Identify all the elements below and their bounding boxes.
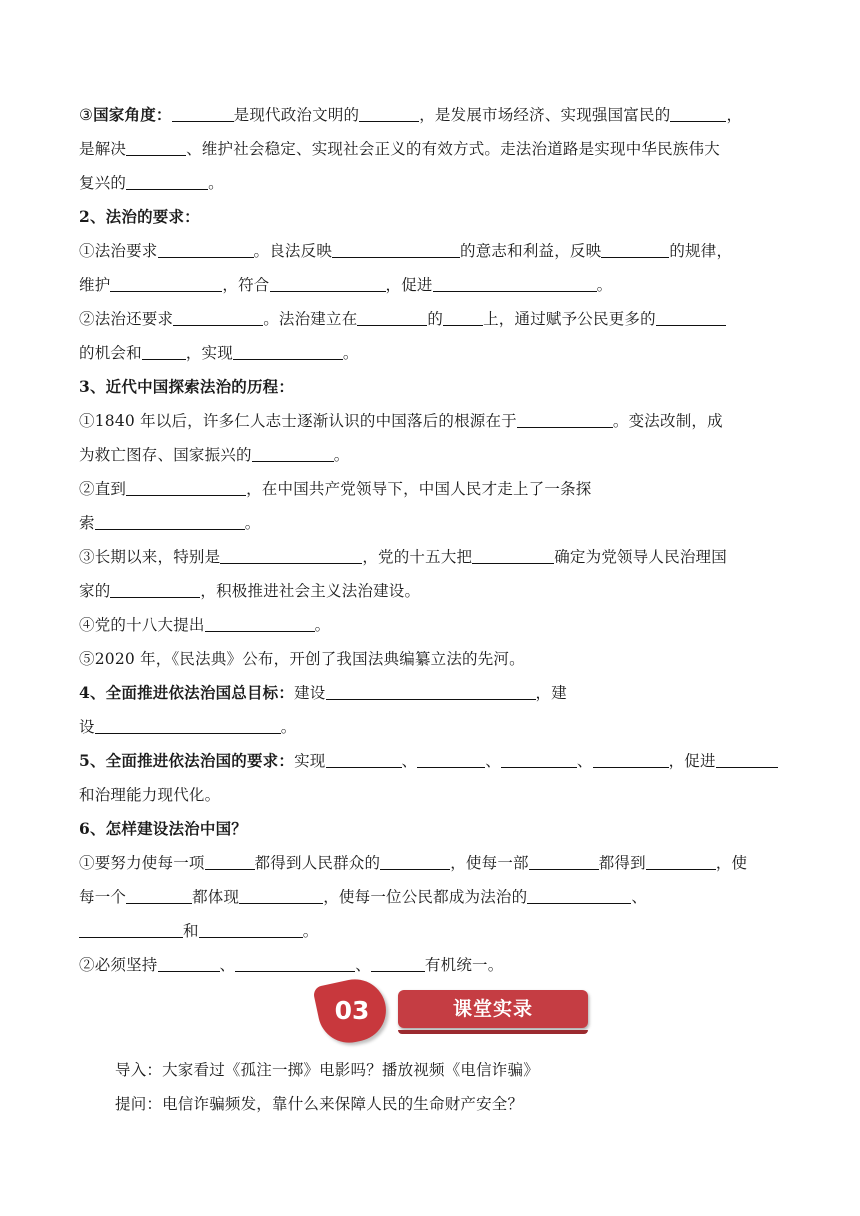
- text-line: [79, 574, 781, 608]
- line-text: 设: [79, 718, 95, 736]
- fill-in-blank[interactable]: [205, 614, 315, 632]
- classroom-record: [79, 1053, 781, 1121]
- fill-in-blank[interactable]: [359, 104, 419, 122]
- fill-in-blank[interactable]: [205, 852, 255, 870]
- line-text: ③长期以来，特别是: [79, 548, 221, 566]
- line-text: 。: [596, 276, 613, 294]
- line-text: ②必须坚持: [79, 956, 158, 974]
- fill-in-blank[interactable]: [126, 138, 186, 156]
- fill-in-blank[interactable]: [126, 886, 192, 904]
- line-text: ，促进: [668, 752, 716, 770]
- fill-in-blank[interactable]: [332, 240, 460, 258]
- line-text: 。: [302, 922, 319, 940]
- line-text: 都得到: [598, 854, 646, 872]
- line-text: 都得到人民群众的: [254, 854, 381, 872]
- line-text: 。法治建立在: [263, 310, 358, 328]
- line-text: 复兴的: [79, 174, 127, 192]
- line-text: 、: [576, 752, 593, 770]
- text-line: [79, 234, 781, 268]
- line-text: ③: [79, 106, 94, 124]
- line-text: 。: [333, 446, 350, 464]
- line-text: 。: [342, 344, 359, 362]
- line-text: ，使每一部: [450, 854, 529, 872]
- section-banner: [318, 976, 598, 1046]
- line-text: ①法治要求: [79, 242, 158, 260]
- fill-in-blank[interactable]: [158, 954, 220, 972]
- fill-in-blank[interactable]: [252, 444, 334, 462]
- line-text: 。: [208, 174, 224, 192]
- line-text: 的意志和利益，反映: [460, 242, 602, 260]
- fill-in-blank[interactable]: [233, 342, 343, 360]
- text-line: [79, 914, 781, 948]
- text-line: [79, 744, 781, 778]
- line-text: ，使每一位公民都成为法治的: [323, 888, 528, 906]
- line-text: 的规律，: [669, 242, 733, 260]
- line-text: 维护: [79, 276, 111, 294]
- line-text: 家的: [79, 582, 111, 600]
- heading-text: 6、怎样建设法治中国？: [79, 819, 247, 838]
- line-text: 、: [485, 752, 501, 770]
- text-line: [79, 98, 781, 132]
- heading-text: 3、近代中国探索法治的历程：: [79, 377, 295, 396]
- text-line: [79, 812, 781, 846]
- line-text: 、维护社会稳定、实现社会正义的有效方式。走法治道路是实现中华民族伟大: [186, 140, 720, 158]
- line-text: ，促进: [385, 276, 433, 294]
- fill-in-blank[interactable]: [110, 580, 200, 598]
- fill-in-blank[interactable]: [126, 478, 246, 496]
- text-line: [79, 846, 781, 880]
- text-line: [79, 472, 781, 506]
- line-text: ①1840 年以后，许多仁人志士逐渐认识的中国落后的根源在于: [79, 412, 517, 430]
- text-line: [79, 438, 781, 472]
- text-line: [79, 336, 781, 370]
- section-title-underline: [398, 1030, 588, 1034]
- text-line: [79, 676, 781, 710]
- line-text: ，实现: [185, 344, 233, 362]
- text-line: [79, 608, 781, 642]
- text-line: [79, 642, 781, 676]
- fill-in-blank[interactable]: [601, 240, 669, 258]
- fill-in-blank[interactable]: [593, 750, 669, 768]
- heading-text: 5、全面推进依法治国的要求：: [79, 751, 295, 770]
- lead-in-text: 导入：大家看过《孤注一掷》电影吗？播放视频《电信诈骗》: [115, 1061, 539, 1079]
- line-text: ，建: [535, 684, 567, 702]
- line-text: ，积极推进社会主义法治建设。: [200, 582, 421, 600]
- line-text: 。良法反映: [253, 242, 333, 260]
- fill-in-blank[interactable]: [433, 274, 597, 292]
- line-text: 的机会和: [79, 344, 142, 362]
- text-line: [79, 200, 781, 234]
- line-text: 和: [183, 922, 199, 940]
- fill-in-blank[interactable]: [110, 274, 222, 292]
- line-text: ②直到: [79, 480, 127, 498]
- fill-in-blank[interactable]: [158, 240, 254, 258]
- text-line: [79, 540, 781, 574]
- fill-in-blank[interactable]: [326, 682, 536, 700]
- fill-in-blank[interactable]: [443, 308, 483, 326]
- line-text: ④党的十八大提出: [79, 616, 205, 634]
- text-line: [79, 268, 781, 302]
- fill-in-blank[interactable]: [517, 410, 613, 428]
- fill-in-blank[interactable]: [380, 852, 450, 870]
- fill-in-blank[interactable]: [235, 954, 355, 972]
- heading-text: 2、法治的要求：: [79, 207, 200, 226]
- line-text: 索: [79, 514, 95, 532]
- line-text: ，党的十五大把: [362, 548, 473, 566]
- fill-in-blank[interactable]: [173, 308, 263, 326]
- fill-in-blank[interactable]: [79, 920, 183, 938]
- fill-in-blank[interactable]: [270, 274, 386, 292]
- question-text: 提问：电信诈骗频发，靠什么来保障人民的生命财产安全？: [115, 1095, 524, 1113]
- text-line: [79, 302, 781, 336]
- fill-in-blank[interactable]: [357, 308, 427, 326]
- line-text: 和治理能力现代化。: [79, 786, 221, 804]
- line-text: ①要努力使每一项: [79, 854, 205, 872]
- line-text: ⑤2020 年，《民法典》公布，开创了我国法典编纂立法的先河。: [79, 650, 525, 668]
- line-text: 。: [314, 616, 331, 634]
- fill-in-blank[interactable]: [417, 750, 485, 768]
- line-text: 确定为党领导人民治理国: [554, 548, 727, 566]
- line-text: 的: [427, 310, 444, 328]
- line-text: 是现代政治文明的: [233, 106, 360, 124]
- fill-in-blank[interactable]: [527, 886, 631, 904]
- line-text: 有机统一。: [424, 956, 504, 974]
- fill-in-blank[interactable]: [95, 512, 245, 530]
- text-line: [79, 506, 781, 540]
- line-text: 。: [244, 514, 261, 532]
- text-line: [79, 370, 781, 404]
- line-text: 每一个: [79, 888, 127, 906]
- fill-in-blank[interactable]: [646, 852, 716, 870]
- line-text: ，符合: [222, 276, 270, 294]
- line-text: 上，通过赋予公民更多的: [483, 310, 656, 328]
- section-number: 03: [334, 996, 370, 1025]
- fill-in-blank[interactable]: [142, 342, 186, 360]
- fill-in-blank[interactable]: [501, 750, 577, 768]
- text-line: [79, 880, 781, 914]
- line-text: 都体现: [192, 888, 240, 906]
- line-text: 。: [280, 718, 297, 736]
- fill-in-blank[interactable]: [472, 546, 554, 564]
- fill-in-blank[interactable]: [172, 104, 234, 122]
- text-line: [79, 710, 781, 744]
- fill-in-blank[interactable]: [670, 104, 726, 122]
- fill-in-blank[interactable]: [716, 750, 778, 768]
- line-text: ，在中国共产党领导下，中国人民才走上了一条探: [246, 480, 592, 498]
- line-text: 实现: [294, 752, 326, 770]
- text-line: [79, 404, 781, 438]
- heading-text: 国家角度：: [93, 105, 172, 124]
- heading-text: 4、全面推进依法治国总目标：: [79, 683, 295, 702]
- line-text: 是解决: [79, 140, 127, 158]
- line-text: ，是发展市场经济、实现强国富民的: [419, 106, 671, 124]
- text-line: [79, 166, 781, 200]
- section-title: 课堂实录: [398, 990, 588, 1028]
- fill-in-blank[interactable]: [371, 954, 425, 972]
- line-text: ，: [726, 106, 743, 124]
- worksheet-body: [79, 98, 781, 982]
- fill-in-blank[interactable]: [529, 852, 599, 870]
- text-line: [79, 778, 781, 812]
- line-text: 、: [219, 956, 236, 974]
- fill-in-blank[interactable]: [220, 546, 362, 564]
- line-text: 建设: [294, 684, 326, 702]
- line-text: 、: [401, 752, 418, 770]
- fill-in-blank[interactable]: [95, 716, 281, 734]
- line-text: ②法治还要求: [79, 310, 174, 328]
- fill-in-blank[interactable]: [656, 308, 726, 326]
- fill-in-blank[interactable]: [199, 920, 303, 938]
- line-text: 、: [355, 956, 371, 974]
- line-text: 、: [631, 888, 648, 906]
- fill-in-blank[interactable]: [326, 750, 402, 768]
- fill-in-blank[interactable]: [126, 172, 208, 190]
- line-text: 为救亡图存、国家振兴的: [79, 446, 252, 464]
- line-text: 。变法改制，成: [612, 412, 723, 430]
- line-text: ，使: [715, 854, 748, 872]
- fill-in-blank[interactable]: [239, 886, 323, 904]
- text-line: [79, 132, 781, 166]
